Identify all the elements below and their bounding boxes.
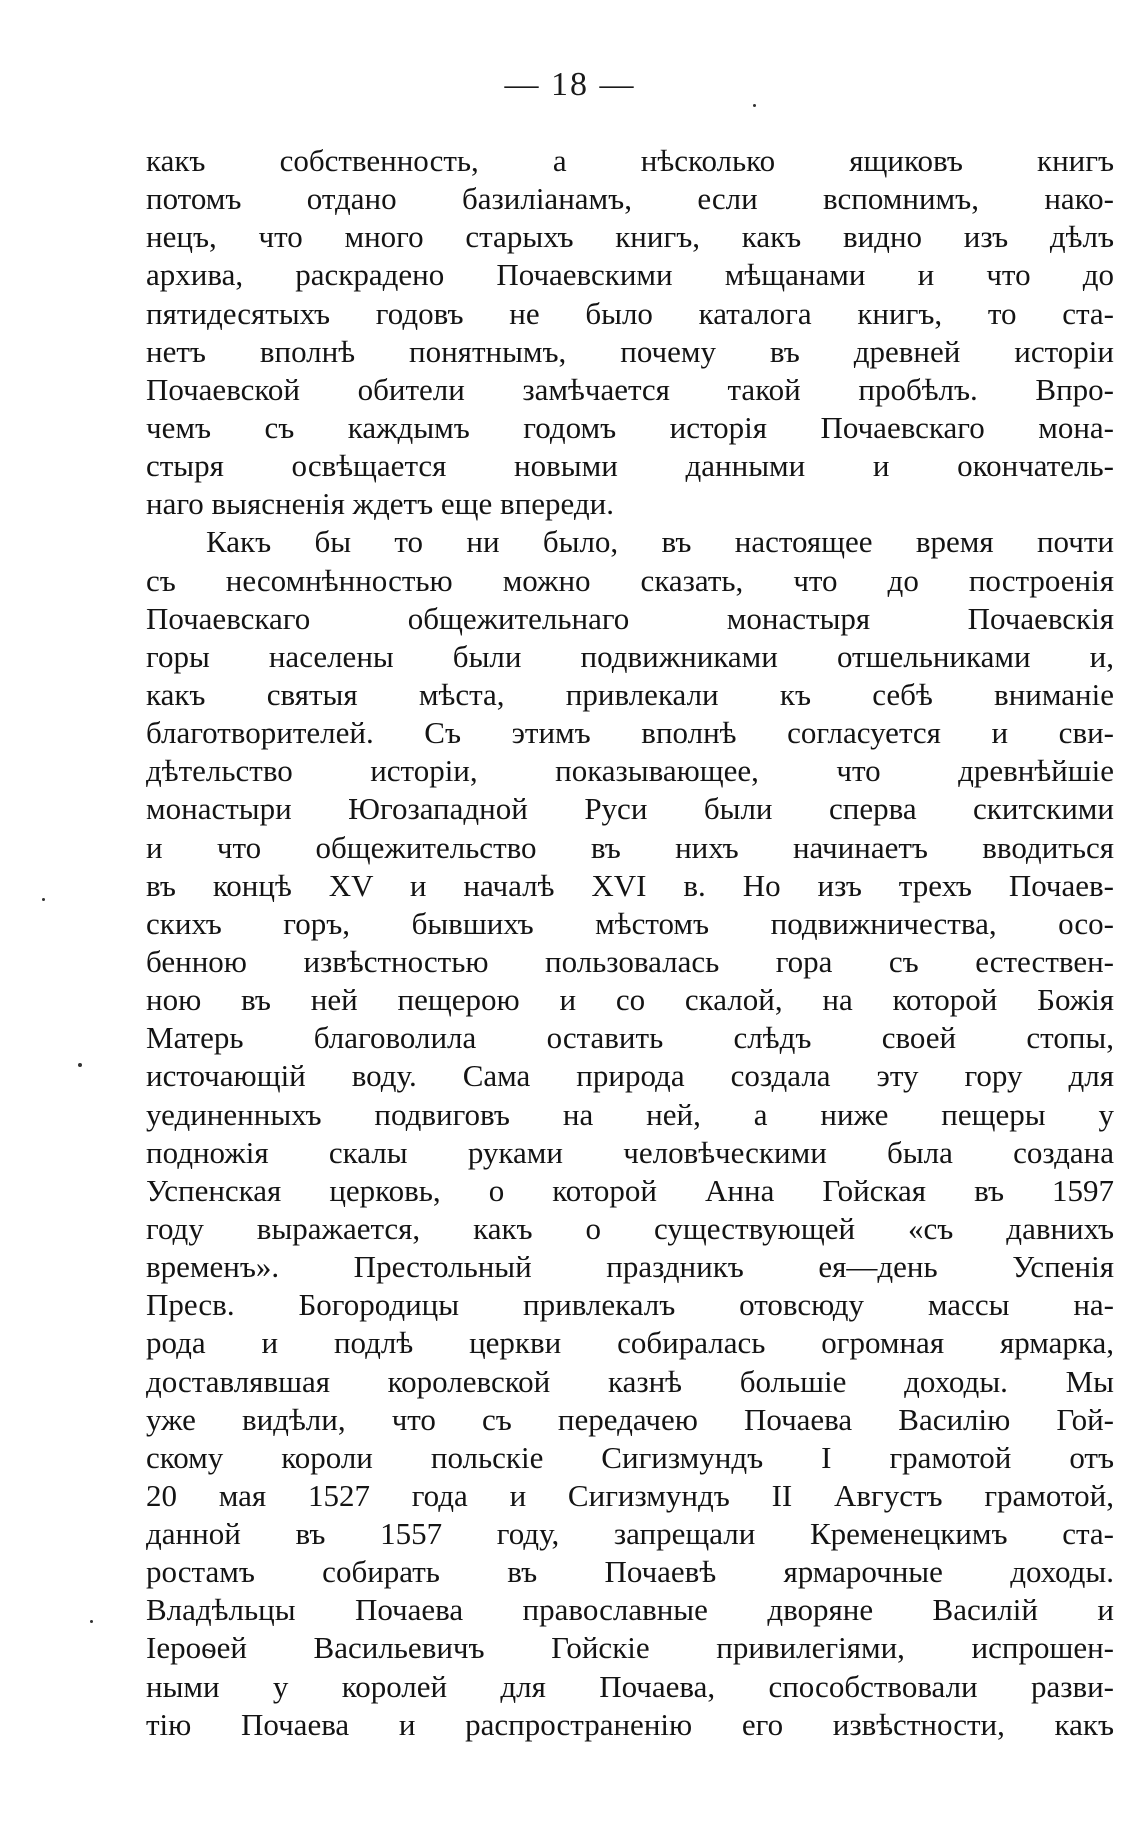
text-line: данной въ 1557 году, запрещали Кременецкимъ ста- bbox=[146, 1516, 1114, 1552]
text-line: 20 мая 1527 года и Сигизмундъ II Августъ грамотой, bbox=[146, 1477, 1114, 1513]
text-line: горы населены были подвижниками отшельниками и, bbox=[146, 638, 1114, 674]
text-line: ными у королей для Почаева, способствовали разви- bbox=[146, 1668, 1114, 1704]
text-line: архива, раскрадено Почаевскими мѣщанами и что до bbox=[146, 257, 1114, 293]
print-speck bbox=[90, 1620, 93, 1623]
text-line: подножія скалы руками человѣческими была создана bbox=[146, 1134, 1114, 1170]
text-line: скому короли польскіе Сигизмундъ I грамотой отъ bbox=[146, 1439, 1114, 1475]
text-line: Почаевскаго общежительнаго монастыря Почаевскія bbox=[146, 600, 1114, 636]
text-line: рода и подлѣ церкви собиралась огромная ярмарка, bbox=[146, 1325, 1114, 1361]
print-speck bbox=[753, 104, 756, 107]
text-line: и что общежительство въ нихъ начинаетъ вводиться bbox=[146, 829, 1114, 865]
text-line: уже видѣли, что съ передачею Почаева Василію Гой- bbox=[146, 1401, 1114, 1437]
text-line: году выражается, какъ о существующей «съ давнихъ bbox=[146, 1210, 1114, 1246]
text-line: бенною извѣстностью пользовалась гора съ естествен- bbox=[146, 943, 1114, 979]
text-line: ною въ ней пещерою и со скалой, на которой Божія bbox=[146, 982, 1114, 1018]
print-speck bbox=[78, 1063, 82, 1067]
text-line: Успенская церковь, о которой Анна Гойская въ 1597 bbox=[146, 1172, 1114, 1208]
text-line: нетъ вполнѣ понятнымъ, почему въ древней исторіи bbox=[146, 333, 1114, 369]
page-text bbox=[146, 142, 1114, 1744]
text-line: стыря освѣщается новыми данными и окончатель- bbox=[146, 448, 1114, 484]
text-line: въ концѣ XV и началѣ XVI в. Но изъ трехъ Почаев- bbox=[146, 867, 1114, 903]
text-line: тію Почаева и распространенію его извѣстности, какъ bbox=[146, 1706, 1114, 1742]
text-line: какъ святыя мѣста, привлекали къ себѣ вниманіе bbox=[146, 676, 1114, 712]
text-line: источающій воду. Сама природа создала эту гору для bbox=[146, 1058, 1114, 1094]
text-line: уединенныхъ подвиговъ на ней, а ниже пещеры у bbox=[146, 1096, 1114, 1132]
text-line: чемъ съ каждымъ годомъ исторія Почаевскаго мона- bbox=[146, 409, 1114, 445]
text-line: Владѣльцы Почаева православные дворяне Василій и bbox=[146, 1592, 1114, 1628]
text-line: скихъ горъ, бывшихъ мѣстомъ подвижничества, осо- bbox=[146, 905, 1114, 941]
text-line: дѣтельство исторіи, показывающее, что древнѣйшіе bbox=[146, 753, 1114, 789]
text-line: Іероѳей Васильевичъ Гойскіе привилегіями, испрошен- bbox=[146, 1630, 1114, 1666]
paragraph-start-line: Какъ бы то ни было, въ настоящее время почти bbox=[206, 524, 1114, 560]
text-line: доставлявшая королевской казнѣ большіе доходы. Мы bbox=[146, 1363, 1114, 1399]
text-line: временъ». Престольный праздникъ ея—день Успенія bbox=[146, 1249, 1114, 1285]
text-line: Пресв. Богородицы привлекалъ отовсюду массы на- bbox=[146, 1287, 1114, 1323]
text-line: монастыри Югозападной Руси были сперва скитскими bbox=[146, 791, 1114, 827]
print-speck bbox=[42, 898, 45, 901]
text-line: благотворителей. Съ этимъ вполнѣ согласуется и сви- bbox=[146, 715, 1114, 751]
text-line: Матерь благоволила оставить слѣдъ своей стопы, bbox=[146, 1020, 1114, 1056]
text-line: съ несомнѣнностью можно сказать, что до построенія bbox=[146, 562, 1114, 598]
text-line: пятидесятыхъ годовъ не было каталога книгъ, то ста- bbox=[146, 295, 1114, 331]
text-line: потомъ отдано базиліанамъ, если вспомнимъ, нако- bbox=[146, 181, 1114, 217]
paragraph-end-line: наго выясненія ждетъ еще впереди. bbox=[146, 486, 614, 522]
page-number: — 18 — bbox=[504, 66, 636, 103]
text-line: Почаевской обители замѣчается такой пробѣлъ. Впро- bbox=[146, 371, 1114, 407]
text-line: какъ собственность, а нѣсколько ящиковъ книгъ bbox=[146, 143, 1114, 178]
text-line: ростамъ собирать въ Почаевѣ ярмарочные доходы. bbox=[146, 1554, 1114, 1590]
text-line: нецъ, что много старыхъ книгъ, какъ видно изъ дѣлъ bbox=[146, 219, 1114, 255]
